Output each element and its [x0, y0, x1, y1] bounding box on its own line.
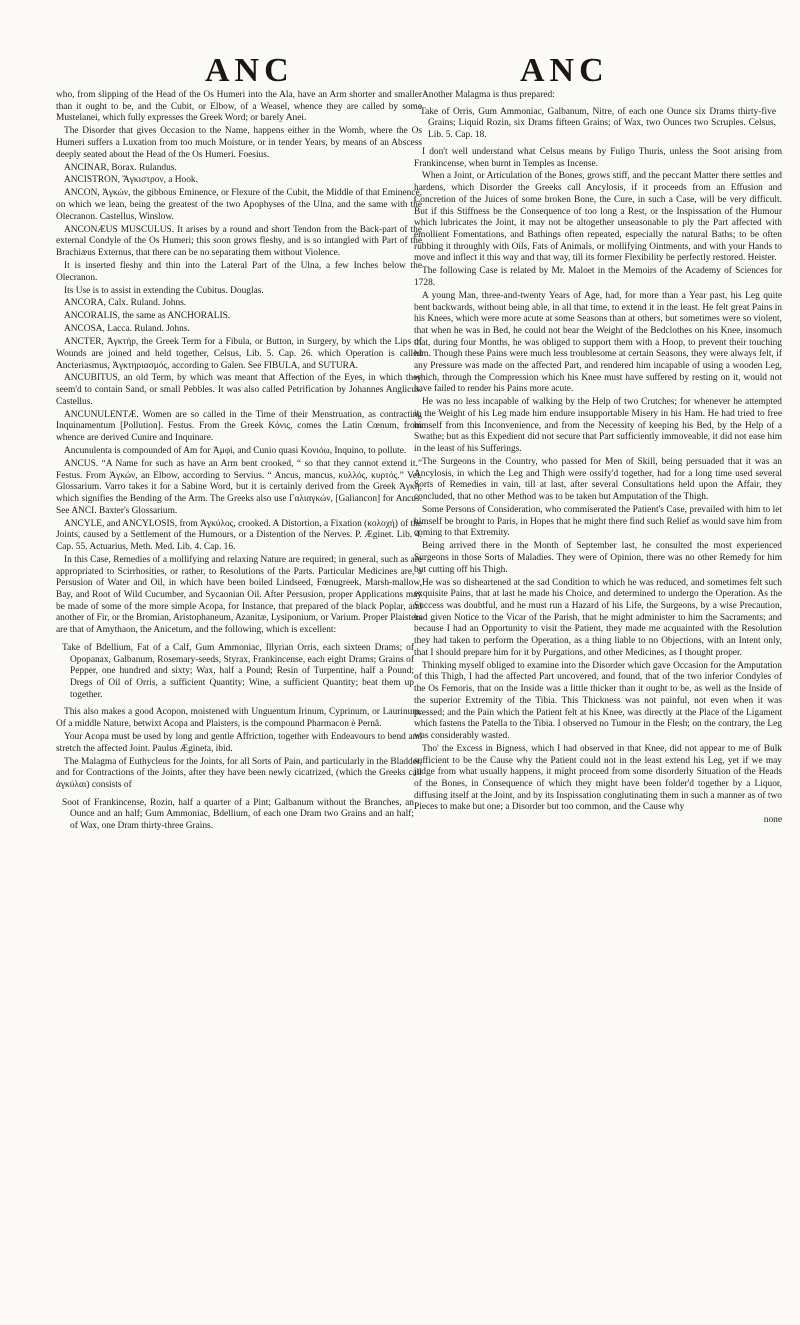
- paragraph: He was no less incapable of walking by the Help of two Crutches; for whenever he attempted it, the Weight of his Leg made him endure insupportable Misery in his Ham. He had tried to free himself from this Inconvenience, and from the Necessity of keeping his Bed, by the Help of a Swathe; but as this Expedient did not secure that Part sufficiently immoveable, it did not ease him in the least of his Sufferings.: [414, 397, 782, 455]
- paragraph: who, from slipping of the Head of the Os Humeri into the Ala, have an Arm shorter and smaller than it ought to be, and the Cubit, or Elbow, of a Weasel, whence they are called by some Mustelanei, which fully expresses the Greek Word; or barely Anei.: [56, 90, 422, 124]
- paragraph: Ancunulenta is compounded of Am for Ἀμφί, and Cunio quasi Κονιόω, Inquino, to pollute.: [64, 446, 407, 457]
- paragraph: The Malagma of Euthycleus for the Joints, for all Sorts of Pain, and particularly in the Bladder, and for Contractions of the Joints, after they have been newly cicatrized, (which the Greeks call ἀγκύλαι) consists of: [56, 756, 422, 790]
- paragraph: I don't well understand what Celsus means by Fuligo Thuris, unless the Soot arising from Frankincense, when burnt in Temples as Incense.: [414, 146, 782, 169]
- dictionary-entry: ANCONÆUS MUSCULUS. It arises by a round and short Tendon from the Back-part of the external Condyle of the Os Humeri; this soon grows fleshy, and is so intangled with Part of the Brachiæus Externus, that there can be no separating them without Violence.: [56, 224, 422, 259]
- paragraph: Tho' the Excess in Bigness, which I had observed in that Knee, did not appear to me of Bulk sufficient to be the Cause why the Patient could not in the least extend his Leg, yet if we may judge from what usually happens, it might proceed from some disorderly Situation of the Heads of the Bones, in Consequence of which they might have been folder'd together by a Liquor, diffusing itself at the Joint, and by its Inspissation conglutinating them in such a manner as of two Pieces to make but one; a Disorder but too common, and the Cause why: [414, 743, 782, 813]
- paragraph: In this Case, Remedies of a mollifying and relaxing Nature are required; in general, such as are appropriated to Scirrhosities, or rather, to Resolutions of the Parts. Particular Medicines are, a Persusion of Water and Oil, in which have been boiled Lindseed, Fœnugreek, Marsh-mallow, Bay, and Root of Wild Cucumber, and Sycaonian Oil. After Persusion, proper Applications may be made of some of the more simple Acopa, for Instance, that prepared of the black Poplar, and another of Fir, or the Bromian, Aristophaneum, Azanitæ, Lysiponium, or Varium. Proper Plaisters are that of Amythaon, the Anicetum, and the following, which is excellent:: [56, 554, 422, 636]
- catchword: none: [763, 815, 782, 826]
- paragraph: He was so disheartened at the sad Condition to which he was reduced, and sometimes felt such exquisite Pains, that at last he made his Choice, and determined to undergo the Operation. As the Success was doubtful, and he must run a Hazard of his Life, the Surgeons, by a wise Precaution, had given Notice to the Vicar of the Parish, that he might administer to him the Sacraments; and because I had an Opportunity to visit the Patient, they made me acquainted with the Resolution they had taken to perform the Operation, as a thing liable to no Objections, with an Intent only, that I should prepare him for it by Purgations, and other Medicines, as I thought proper.: [414, 577, 782, 658]
- dictionary-entry: ANCUNULENTÆ. Women are so called in the Time of their Menstruation, as contracting Inquinamentum [Pollution]. Festus. From the Greek Κόνις, comes the Latin Cœnum, from whence are derived Cunire and Inquinare.: [56, 409, 422, 444]
- running-head-right: ANC: [520, 52, 609, 89]
- dictionary-entry: ANCON, Ἀγκών, the gibbous Eminence, or Flexure of the Cubit, the Middle of that Eminence, on which we lean, being the greatest of the two Apophyses of the Ulna, and the same with the Olecranon. Castellus, Winslow.: [56, 188, 422, 222]
- paragraph: Some Persons of Consideration, who commiserated the Patient's Case, prevailed with him to let himself be brought to Paris, in Hopes that he might there find such Relief as would save him from coming to that Extremity.: [414, 505, 782, 539]
- paragraph: The Disorder that gives Occasion to the Name, happens either in the Womb, where the Os Humeri suffers a Luxation from too much Moisture, or in tender Years, by means of an Abscess deeply seated about the Head of the Os Humeri. Foesius.: [56, 126, 422, 160]
- paragraph: A young Man, three-and-twenty Years of Age, had, for more than a Year past, his Leg quite bent backwards, without being able, in all that time, to extend it in the least. He felt great Pains in his Knees, which were more acute at some Seasons than at others, but sometimes were so violent, that when he was in Bed, he could not bear the Weight of the Bedclothes on his Knee, insomuch that, during four Months, he was obliged to support them with a Hoop, to prevent their touching him. Though these Pains were much less troublesome at certain Seasons, they were always felt, if any Pressure was made on the affected Part, and rendered him incapable of using a wooden Leg, which, through the Compression which his Knee must have suffered by resting on it, would not have failed to render his Pains more acute.: [414, 290, 782, 395]
- dictionary-entry: ANCUS. “A Name for such as have an Arm bent crooked, “ so that they cannot extend it.” Festus. From Ἀγκών, an Elbow, according to Servius. “ Ancus, mancus, κυλλός, κυρτός.” Vet. Glossarium. Varro takes it for a Sabine Word, but it is certainly derived from the Greek Ἀγκή, which signifies the Bending of the Arm. The Greeks also use Γαλιαγκών, [Galiancon] for Ancus. See ANCI. Baxter's Glossarium.: [56, 458, 422, 516]
- dictionary-entry: ANCORA, Calx. Ruland. Johns.: [64, 298, 187, 309]
- paragraph: Your Acopa must be used by long and gentle Affriction, together with Endeavours to bend and stretch the affected Joint. Paulus Ægineta, ibid.: [56, 731, 422, 754]
- dictionary-entry: ANCORALIS, the same as ANCHORALIS.: [64, 311, 231, 322]
- paragraph: When a Joint, or Articulation of the Bones, grows stiff, and the peccant Matter there settles and hardens, which Disorder the Greeks call Ancylosis, if it proceeds from an Effusion and Concretion of the Juices of some broken Bone, the Cure, in such a Case, will be very difficult. But if this Stiffness be the Consequence of too long a Rest, or the Inspissation of the Humour which lubricates the Joint, it may not be altogether unseasonable to ply the Part affected with emollient Fomentations, and Bathings often repeated, especially the natural Baths; to be often rubbing it throughly with Oils, Fats of Animals, or mollifying Ointments, and with your Hands to move and inflect it this way and that way, till its former Flexibility be perfectly restored. Heister.: [414, 171, 782, 264]
- recipe-block: Take of Bdellium, Fat of a Calf, Gum Ammoniac, Illyrian Orris, each sixteen Drams; of Opopanax, Galbanum, Rosemary-seeds, Styrax, Frankincense, each eight Drams; Grains of Pepper, one hundred and sixty; Wax, half a Pound; Resin of Turpentine, half a Pound; Dregs of Oil of Orris, a sufficient Quantity; Wine, a sufficient Quantity; beat them up together.: [62, 642, 414, 700]
- paragraph: Being arrived there in the Month of September last, he consulted the most experienced Surgeons in those Sorts of Maladies. They were of Opinion, there was no other Remedy for him but cutting off his Thigh.: [414, 541, 782, 575]
- dictionary-entry: ANCYLE, and ANCYLOSIS, from Ἀγκύλος, crooked. A Distortion, a Fixation (κολοχή) of the Joints, caused by a Settlement of the Humours, or a Distention of the Nerves. P. Æginet. Lib. 4. Cap. 55. Actuarius, Meth. Med. Lib. 4. Cap. 16.: [56, 518, 422, 553]
- dictionary-entry: ANCISTRON, Ἄγκιστρον, a Hook.: [64, 175, 198, 186]
- right-column: [414, 90, 782, 828]
- paragraph: The following Case is related by Mr. Maloet in the Memoirs of the Academy of Sciences for 1728.: [414, 266, 782, 288]
- paragraph: This also makes a good Acopon, moistened with Unguentum Irinum, Cyprinum, or Laurinum. Of a middle Nature, betwixt Acopa and Plaisters, is the compound Pharmacon è Pernâ.: [56, 707, 422, 730]
- recipe-block: Soot of Frankincense, Rozin, half a quarter of a Pint; Galbanum without the Branches, an Ounce and an half; Gum Ammoniac, Bdellium, of each one Dram two Grains and an half; of Wax, one Dram thirty-three Grains.: [62, 797, 414, 832]
- paragraph: The Surgeons in the Country, who passed for Men of Skill, being persuaded that it was an Ancylosis, in which the Leg and Thigh were ossify'd together, had for a long time used several Sorts of Remedies in vain, till at last, after several Consultations held upon the Affair, they concluded, that no other Method was to be taken but Amputation of the Thigh.: [414, 457, 782, 503]
- paragraph: It is inserted fleshy and thin into the Lateral Part of the Ulna, a few Inches below the Olecranon.: [56, 260, 422, 283]
- paragraph: Its Use is to assist in extending the Cubitus. Douglas.: [64, 285, 264, 296]
- dictionary-entry: ANCOSA, Lacca. Ruland. Johns.: [64, 324, 190, 335]
- paragraph: Another Malagma is thus prepared:: [422, 90, 555, 100]
- dictionary-entry: ANCUBITUS, an old Term, by which was meant that Affection of the Eyes, in which they seem'd to contain Sand, or small Pebbles. It was also called Petrification by Johannes Anglicus. Castellus.: [56, 373, 422, 407]
- running-head-left: ANC: [205, 52, 294, 89]
- recipe-block: Take of Orris, Gum Ammoniac, Galbanum, Nitre, of each one Ounce six Drams thirty-five Grains; Liquid Rozin, six Drams fifteen Grains; of Wax, two Ounces two Scruples. Celsus, Lib. 5. Cap. 18.: [420, 106, 776, 141]
- dictionary-entry: ANCINAR, Borax. Rulandus.: [64, 162, 177, 173]
- dictionary-entry: ANCTER, Ἀγκτήρ, the Greek Term for a Fibula, or Button, in Surgery, by which the Lips of Wounds are joined and held together, Celsus, Lib. 5. Cap. 26. which Operation is called Ancteriasmus, Ἀγκτηριασμός, according to Galen. See FIBULA, and SUTURA.: [56, 337, 422, 371]
- paragraph: Thinking myself obliged to examine into the Disorder which gave Occasion for the Amputation of this Thigh, I had the affected Part uncovered, and found, that of the two inferior Condyles of the Os Femoris, that on the Inside was a little thicker than it ought to be, as well as the Inside of the superior Extremity of the Tibia. This Thickness was not painful, not even when it was pressed; and the Pain which the Patient felt at his Knee, was directly at the Place of the Ligament which fastens the Patella to the Tibia. I observed no Tumour in the Flesh; on the contrary, the Leg was considerably wasted.: [414, 660, 782, 741]
- left-column: [56, 90, 422, 839]
